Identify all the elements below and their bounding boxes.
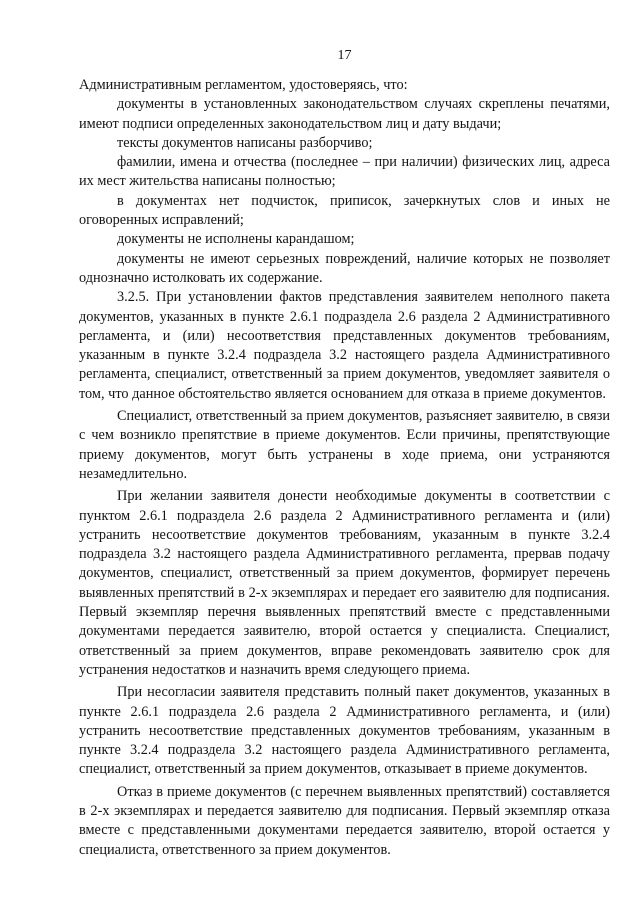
paragraph: 3.2.5. При установлении фактов представления заявителем неполного пакета документов, указанных в пункте 2.6.1 подраздела 2.6 раздела 2 Административного регламента, и (или) несоответствия представленных документов требованиям, указанным в пункте 3.2.4 подраздела 3.2 настоящего раздела Административного регламента, специалист, ответственный за прием документов, уведомляет заявителя о том, что данное обстоятельство является основанием для отказа в приеме документов. (79, 289, 610, 402)
page-number: 17 (337, 48, 352, 63)
paragraph: При желании заявителя донести необходимые документы в соответствии с пунктом 2.6.1 подраздела 2.6 раздела 2 Административного регламента и (или) устранить несоответствие документов требованиям, указанным в пункте 3.2.4 подраздела 3.2 настоящего раздела Административного регламента, прервав подачу документов, специалист, ответственный за прием документов, формирует перечень выявленных препятствий в 2-х экземплярах и передает его заявителю для подписания. Первый экземпляр перечня выявленных препятствий вместе с представленными документами передается заявителю, второй остается у специалиста. Специалист, ответственный за прием документов, вправе рекомендовать заявителю срок для устранения недостатков и назначить время следующего приема. (79, 488, 610, 678)
paragraph: документы в установленных законодательством случаях скреплены печатями, имеют подписи определенных законодательством лиц и дату выдачи; (79, 96, 610, 132)
paragraph: фамилии, имена и отчества (последнее – при наличии) физических лиц, адреса их мест жительства написаны полностью; (79, 154, 610, 190)
paragraph: документы не имеют серьезных повреждений, наличие которых не позволяет однозначно истолковать их содержание. (79, 250, 610, 286)
paragraph: документы не исполнены карандашом; (117, 231, 355, 248)
paragraph: Отказ в приеме документов (с перечнем выявленных препятствий) составляется в 2-х экземплярах и передается заявителю для подписания. Первый экземпляр отказа вместе с представленными документами передается заявителю, второй остается у специалиста, ответственного за прием документов. (79, 783, 610, 858)
paragraph: При несогласии заявителя представить полный пакет документов, указанных в пункте 2.6.1 подраздела 2.6 раздела 2 Административного регламента, и (или) устранить несоответствие представленных документов требованиям, указанным в пункте 3.2.4 подраздела 3.2 настоящего раздела Административного регламента, специалист, ответственный за прием документов, отказывает в приеме документов. (79, 684, 610, 778)
paragraph: тексты документов написаны разборчиво; (117, 134, 373, 151)
paragraph: в документах нет подчисток, приписок, зачеркнутых слов и иных не оговоренных исправлений; (79, 192, 610, 229)
paragraph: Административным регламентом, удостоверяясь, что: (79, 77, 408, 93)
paragraph: Специалист, ответственный за прием документов, разъясняет заявителю, в связи с чем возникло препятствие в приеме документов. Если причины, препятствующие приему документов, могут быть устранены в ходе приема, они устраняются незамедлительно. (79, 408, 610, 482)
document-body (79, 76, 610, 860)
